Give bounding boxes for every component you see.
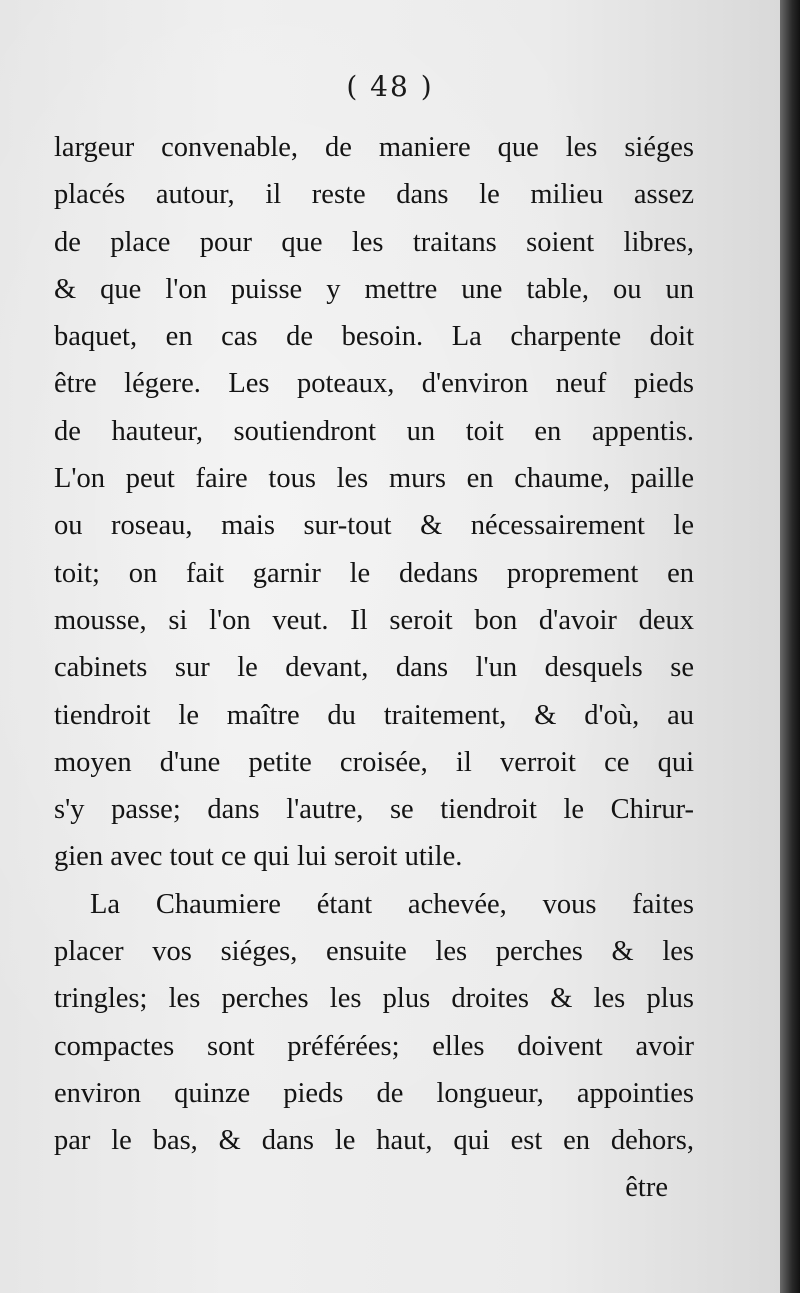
text-line: & que l'on puisse y mettre une table, ou un xyxy=(54,273,694,305)
page-number: ( 48 ) xyxy=(346,70,434,103)
text-line: moyen d'une petite croisée, il verroit ce qui xyxy=(54,746,694,778)
body-text xyxy=(54,124,694,1165)
text-line: gien avec tout ce qui lui seroit utile. xyxy=(54,841,463,873)
text-line: tiendroit le maître du traitement, & d'où, au xyxy=(54,699,694,731)
paragraph-2 xyxy=(54,881,694,1165)
text-line: compactes sont préférées; elles doivent avoir xyxy=(54,1030,694,1062)
text-line: ou roseau, mais sur-tout & nécessairement le xyxy=(54,510,694,542)
text-line: de place pour que les traitans soient libres, xyxy=(54,226,694,258)
text-line: L'on peut faire tous les murs en chaume, paille xyxy=(54,463,694,495)
text-line: tringles; les perches les plus droites & les plus xyxy=(54,983,694,1015)
binding-shadow xyxy=(780,0,800,1293)
text-line: s'y passe; dans l'autre, se tiendroit le Chirur- xyxy=(54,794,694,826)
text-line: largeur convenable, de maniere que les siéges xyxy=(54,132,694,163)
text-line: environ quinze pieds de longueur, appointies xyxy=(54,1077,694,1109)
catchword: être xyxy=(625,1172,668,1203)
text-line: de hauteur, soutiendront un toit en appentis. xyxy=(54,415,694,447)
text-line: cabinets sur le devant, dans l'un desquels se xyxy=(54,652,694,684)
text-line: La Chaumiere étant achevée, vous faites xyxy=(90,888,694,920)
text-line: toit; on fait garnir le dedans proprement en xyxy=(54,557,694,589)
text-line: placés autour, il reste dans le milieu assez xyxy=(54,179,694,211)
text-line: par le bas, & dans le haut, qui est en dehors, xyxy=(54,1125,694,1157)
paragraph-1 xyxy=(54,124,694,881)
text-line: baquet, en cas de besoin. La charpente doit xyxy=(54,321,694,353)
text-line: placer vos siéges, ensuite les perches & les xyxy=(54,936,694,968)
text-line: être légere. Les poteaux, d'environ neuf pieds xyxy=(54,368,694,400)
text-line: mousse, si l'on veut. Il seroit bon d'avoir deux xyxy=(54,604,694,636)
